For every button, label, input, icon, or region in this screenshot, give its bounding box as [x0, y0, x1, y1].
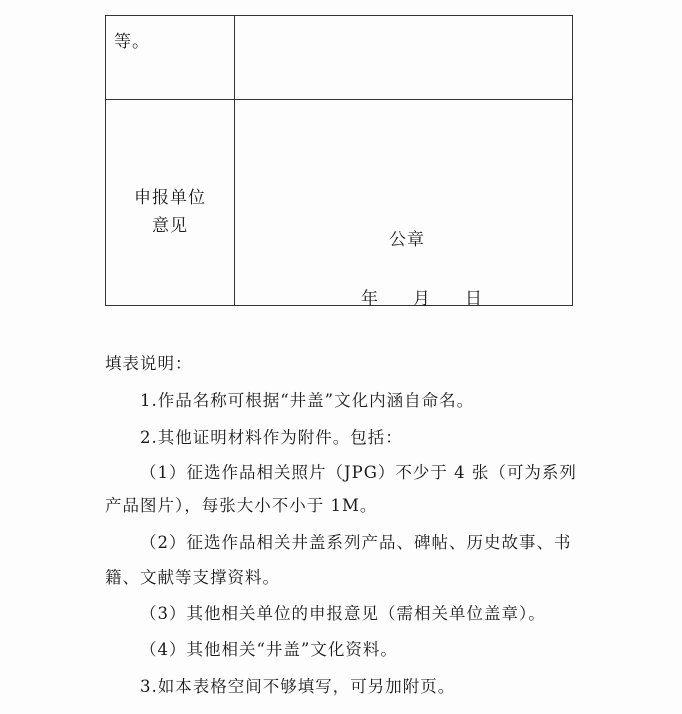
note-sub-3: （3）其他相关单位的申报意见（需相关单位盖章）。	[140, 604, 546, 623]
table-column-divider	[234, 16, 235, 305]
date-year: 年	[361, 289, 379, 309]
table-row-divider	[106, 99, 572, 100]
date-day: 日	[465, 289, 483, 309]
seal-text: 公章	[389, 230, 425, 250]
note-item-3: 3.如本表格空间不够填写，可另加附页。	[140, 677, 456, 696]
application-table	[105, 15, 573, 309]
top-left-cell-text: 等。	[114, 32, 150, 52]
opinion-label-line1: 申报单位	[134, 188, 206, 208]
note-sub-2-line1: （2）征选作品相关井盖系列产品、碑帖、历史故事、书	[140, 533, 572, 552]
opinion-label-line2: 意见	[152, 216, 188, 236]
note-item-1: 1.作品名称可根据“井盖”文化内涵自命名。	[140, 391, 475, 410]
notes-heading: 填表说明：	[105, 354, 193, 373]
note-sub-1-line1: （1）征选作品相关照片（JPG）不少于 4 张（可为系列	[140, 463, 577, 482]
note-sub-4: （4）其他相关“井盖”文化资料。	[140, 640, 398, 659]
note-item-2: 2.其他证明材料作为附件。包括：	[140, 428, 403, 447]
note-sub-1-line2: 产品图片），每张大小不小于 1M。	[105, 496, 378, 515]
note-sub-2-line2: 籍、文献等支撑资料。	[105, 568, 280, 587]
date-month: 月	[413, 289, 431, 309]
date-line	[361, 284, 483, 309]
